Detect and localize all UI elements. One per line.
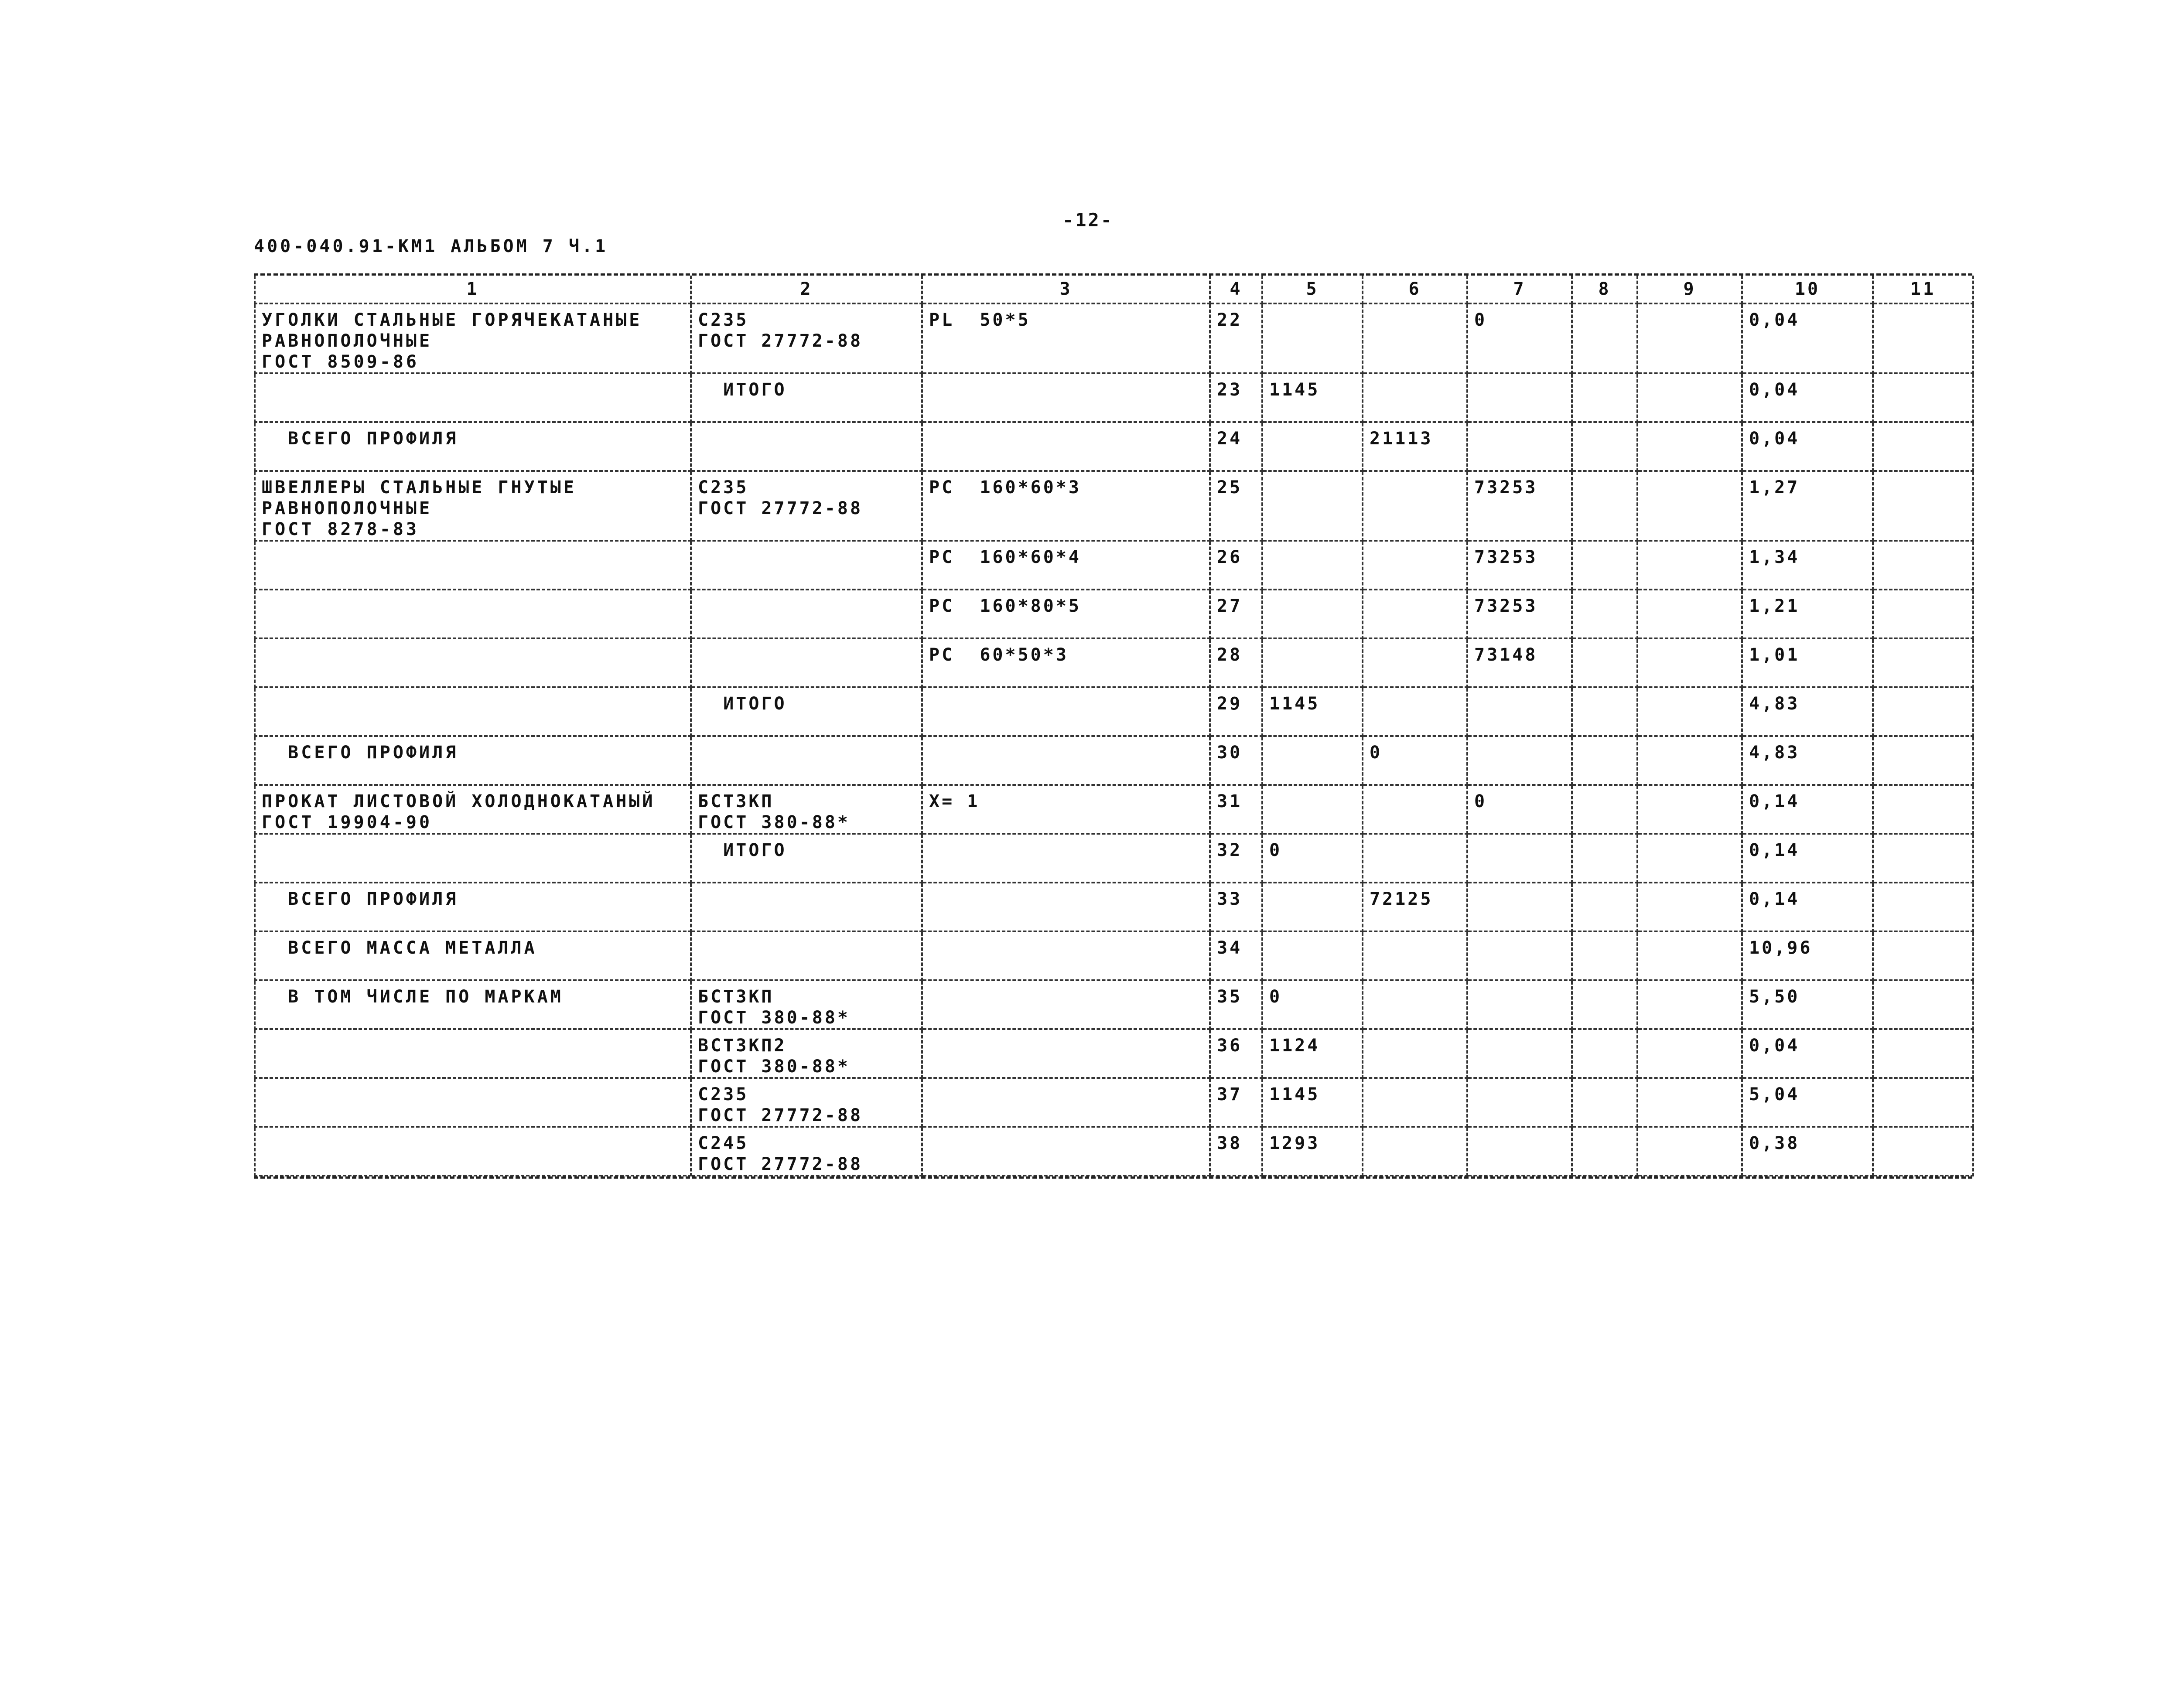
mass-cell: 0,14 (1742, 883, 1873, 931)
value-cell (1873, 785, 1973, 834)
row-number-cell: 38 (1210, 1127, 1262, 1176)
mass-cell: 5,04 (1742, 1078, 1873, 1127)
table-row (255, 834, 1973, 883)
item-name-cell: ПРОКАТ ЛИСТОВОЙ ХОЛОДНОКАТАНЫЙ ГОСТ 19904-90 (255, 785, 691, 834)
code-cell (1363, 590, 1467, 638)
value-cell (1637, 980, 1742, 1029)
value-cell (1873, 736, 1973, 785)
value-cell (1637, 785, 1742, 834)
item-name-cell: ВСЕГО ПРОФИЛЯ (255, 736, 691, 785)
table-row (255, 422, 1973, 471)
steel-grade-cell: ИТОГО (691, 834, 922, 883)
column-header: 8 (1572, 276, 1637, 303)
value-cell (1637, 590, 1742, 638)
item-name-cell: УГОЛКИ СТАЛЬНЫЕ ГОРЯЧЕКАТАНЫЕ РАВНОПОЛОЧНЫЕ ГОСТ 8509-86 (255, 303, 691, 373)
code-cell (1363, 834, 1467, 883)
steel-grade-cell: С235 ГОСТ 27772-88 (691, 1078, 922, 1127)
value-cell (1873, 883, 1973, 931)
item-name-cell: ВСЕГО ПРОФИЛЯ (255, 422, 691, 471)
row-number-cell: 23 (1210, 373, 1262, 422)
row-number-cell: 30 (1210, 736, 1262, 785)
steel-grade-cell: БСТ3КП ГОСТ 380-88* (691, 980, 922, 1029)
steel-specification-table (254, 276, 1974, 1176)
row-number-cell: 28 (1210, 638, 1262, 687)
code-cell: 1145 (1262, 373, 1363, 422)
code-cell: 72125 (1363, 883, 1467, 931)
value-cell (1572, 883, 1637, 931)
value-cell (1637, 541, 1742, 590)
mass-cell: 5,50 (1742, 980, 1873, 1029)
row-number-cell: 29 (1210, 687, 1262, 736)
profile-cell (922, 736, 1210, 785)
row-number-cell: 26 (1210, 541, 1262, 590)
mass-cell: 4,83 (1742, 687, 1873, 736)
steel-grade-cell: БСТ3КП ГОСТ 380-88* (691, 785, 922, 834)
mass-cell: 0,04 (1742, 422, 1873, 471)
value-cell (1572, 1078, 1637, 1127)
code-cell (1467, 931, 1572, 980)
profile-cell (922, 373, 1210, 422)
mass-cell: 1,21 (1742, 590, 1873, 638)
code-cell (1467, 1127, 1572, 1176)
code-cell (1262, 883, 1363, 931)
value-cell (1572, 638, 1637, 687)
mass-cell: 0,04 (1742, 373, 1873, 422)
row-number-cell: 24 (1210, 422, 1262, 471)
code-cell: 73148 (1467, 638, 1572, 687)
value-cell (1873, 422, 1973, 471)
value-cell (1873, 1127, 1973, 1176)
table-row (255, 883, 1973, 931)
code-cell (1363, 687, 1467, 736)
item-name-cell (255, 834, 691, 883)
table-row (255, 471, 1973, 541)
table-row (255, 785, 1973, 834)
item-name-cell: ШВЕЛЛЕРЫ СТАЛЬНЫЕ ГНУТЫЕ РАВНОПОЛОЧНЫЕ ГОСТ 8278-83 (255, 471, 691, 541)
code-cell (1262, 590, 1363, 638)
value-cell (1572, 785, 1637, 834)
value-cell (1572, 590, 1637, 638)
profile-cell: PC 60*50*3 (922, 638, 1210, 687)
column-header: 10 (1742, 276, 1873, 303)
value-cell (1637, 303, 1742, 373)
profile-cell (922, 883, 1210, 931)
steel-grade-cell: С245 ГОСТ 27772-88 (691, 1127, 922, 1176)
code-cell (1262, 785, 1363, 834)
table-body (255, 303, 1973, 1176)
code-cell (1262, 736, 1363, 785)
code-cell (1363, 1029, 1467, 1078)
value-cell (1637, 1078, 1742, 1127)
profile-cell (922, 931, 1210, 980)
code-cell: 0 (1262, 834, 1363, 883)
code-cell (1467, 883, 1572, 931)
value-cell (1637, 373, 1742, 422)
steel-grade-cell: С235 ГОСТ 27772-88 (691, 303, 922, 373)
code-cell: 73253 (1467, 590, 1572, 638)
row-number-cell: 33 (1210, 883, 1262, 931)
column-header: 1 (255, 276, 691, 303)
value-cell (1572, 834, 1637, 883)
value-cell (1637, 834, 1742, 883)
value-cell (1637, 638, 1742, 687)
row-number-cell: 25 (1210, 471, 1262, 541)
code-cell: 0 (1262, 980, 1363, 1029)
code-cell (1262, 638, 1363, 687)
code-cell (1467, 1029, 1572, 1078)
steel-grade-cell (691, 931, 922, 980)
profile-cell (922, 834, 1210, 883)
steel-grade-cell (691, 736, 922, 785)
profile-cell (922, 1127, 1210, 1176)
item-name-cell (255, 1078, 691, 1127)
value-cell (1873, 1029, 1973, 1078)
code-cell: 1145 (1262, 687, 1363, 736)
steel-grade-cell: ИТОГО (691, 687, 922, 736)
column-header: 9 (1637, 276, 1742, 303)
table-row (255, 1078, 1973, 1127)
code-cell (1467, 373, 1572, 422)
code-cell (1363, 303, 1467, 373)
mass-cell: 1,27 (1742, 471, 1873, 541)
code-cell: 0 (1363, 736, 1467, 785)
mass-cell: 0,04 (1742, 303, 1873, 373)
row-number-cell: 27 (1210, 590, 1262, 638)
code-cell (1363, 1078, 1467, 1127)
profile-cell: PC 160*80*5 (922, 590, 1210, 638)
row-number-cell: 37 (1210, 1078, 1262, 1127)
value-cell (1572, 980, 1637, 1029)
mass-cell: 4,83 (1742, 736, 1873, 785)
code-cell (1262, 303, 1363, 373)
value-cell (1572, 303, 1637, 373)
code-cell: 21113 (1363, 422, 1467, 471)
code-cell (1262, 471, 1363, 541)
code-cell (1363, 785, 1467, 834)
specification-sheet (254, 273, 1972, 1179)
value-cell (1873, 1078, 1973, 1127)
mass-cell: 0,04 (1742, 1029, 1873, 1078)
value-cell (1873, 834, 1973, 883)
profile-cell: PC 160*60*3 (922, 471, 1210, 541)
table-row (255, 980, 1973, 1029)
row-number-cell: 32 (1210, 834, 1262, 883)
code-cell (1467, 980, 1572, 1029)
steel-grade-cell (691, 422, 922, 471)
item-name-cell: ВСЕГО ПРОФИЛЯ (255, 883, 691, 931)
code-cell (1262, 931, 1363, 980)
value-cell (1572, 373, 1637, 422)
code-cell (1363, 931, 1467, 980)
column-header: 6 (1363, 276, 1467, 303)
code-cell (1363, 373, 1467, 422)
row-number-cell: 31 (1210, 785, 1262, 834)
item-name-cell: ВСЕГО МАССА МЕТАЛЛА (255, 931, 691, 980)
code-cell (1262, 422, 1363, 471)
steel-grade-cell (691, 883, 922, 931)
profile-cell (922, 687, 1210, 736)
mass-cell: 1,34 (1742, 541, 1873, 590)
value-cell (1637, 736, 1742, 785)
column-header: 11 (1873, 276, 1973, 303)
code-cell (1467, 834, 1572, 883)
item-name-cell (255, 590, 691, 638)
profile-cell: X= 1 (922, 785, 1210, 834)
value-cell (1873, 687, 1973, 736)
code-cell (1467, 687, 1572, 736)
value-cell (1873, 980, 1973, 1029)
page-number: -12- (1062, 209, 1114, 231)
code-cell (1467, 1078, 1572, 1127)
column-header: 4 (1210, 276, 1262, 303)
value-cell (1873, 471, 1973, 541)
value-cell (1572, 687, 1637, 736)
value-cell (1637, 1029, 1742, 1078)
value-cell (1572, 541, 1637, 590)
code-cell: 1145 (1262, 1078, 1363, 1127)
item-name-cell (255, 1127, 691, 1176)
code-cell (1363, 471, 1467, 541)
code-cell (1467, 736, 1572, 785)
mass-cell: 0,14 (1742, 785, 1873, 834)
value-cell (1637, 422, 1742, 471)
value-cell (1637, 931, 1742, 980)
profile-cell (922, 980, 1210, 1029)
item-name-cell (255, 541, 691, 590)
column-header: 3 (922, 276, 1210, 303)
code-cell: 1293 (1262, 1127, 1363, 1176)
value-cell (1637, 687, 1742, 736)
item-name-cell (255, 687, 691, 736)
table-row (255, 1029, 1973, 1078)
code-cell (1363, 541, 1467, 590)
value-cell (1572, 931, 1637, 980)
item-name-cell: В ТОМ ЧИСЛЕ ПО МАРКАМ (255, 980, 691, 1029)
steel-grade-cell (691, 590, 922, 638)
value-cell (1873, 303, 1973, 373)
value-cell (1873, 590, 1973, 638)
code-cell (1363, 638, 1467, 687)
mass-cell: 0,14 (1742, 834, 1873, 883)
code-cell: 1124 (1262, 1029, 1363, 1078)
value-cell (1572, 471, 1637, 541)
value-cell (1637, 883, 1742, 931)
item-name-cell (255, 638, 691, 687)
code-cell (1467, 422, 1572, 471)
profile-cell: PL 50*5 (922, 303, 1210, 373)
document-id: 400-040.91-КМ1 АЛЬБОМ 7 Ч.1 (254, 236, 608, 256)
value-cell (1637, 1127, 1742, 1176)
steel-grade-cell (691, 638, 922, 687)
value-cell (1572, 736, 1637, 785)
table-row (255, 541, 1973, 590)
value-cell (1873, 373, 1973, 422)
table-row (255, 590, 1973, 638)
value-cell (1572, 422, 1637, 471)
code-cell: 0 (1467, 303, 1572, 373)
table-row (255, 638, 1973, 687)
profile-cell (922, 1078, 1210, 1127)
row-number-cell: 36 (1210, 1029, 1262, 1078)
row-number-cell: 34 (1210, 931, 1262, 980)
value-cell (1873, 931, 1973, 980)
profile-cell: PC 160*60*4 (922, 541, 1210, 590)
mass-cell: 1,01 (1742, 638, 1873, 687)
code-cell (1262, 541, 1363, 590)
value-cell (1572, 1127, 1637, 1176)
column-header: 2 (691, 276, 922, 303)
code-cell: 73253 (1467, 541, 1572, 590)
code-cell: 73253 (1467, 471, 1572, 541)
steel-grade-cell: С235 ГОСТ 27772-88 (691, 471, 922, 541)
steel-grade-cell (691, 541, 922, 590)
table-row (255, 931, 1973, 980)
item-name-cell (255, 373, 691, 422)
table-row (255, 687, 1973, 736)
steel-grade-cell: ВСТ3КП2 ГОСТ 380-88* (691, 1029, 922, 1078)
profile-cell (922, 422, 1210, 471)
column-header-row (255, 276, 1973, 303)
code-cell: 0 (1467, 785, 1572, 834)
steel-grade-cell: ИТОГО (691, 373, 922, 422)
column-header: 7 (1467, 276, 1572, 303)
mass-cell: 10,96 (1742, 931, 1873, 980)
code-cell (1363, 980, 1467, 1029)
value-cell (1637, 471, 1742, 541)
code-cell (1363, 1127, 1467, 1176)
table-row (255, 373, 1973, 422)
value-cell (1873, 638, 1973, 687)
row-number-cell: 22 (1210, 303, 1262, 373)
item-name-cell (255, 1029, 691, 1078)
profile-cell (922, 1029, 1210, 1078)
row-number-cell: 35 (1210, 980, 1262, 1029)
table-row (255, 736, 1973, 785)
value-cell (1873, 541, 1973, 590)
table-row (255, 303, 1973, 373)
value-cell (1572, 1029, 1637, 1078)
table-row (255, 1127, 1973, 1176)
mass-cell: 0,38 (1742, 1127, 1873, 1176)
column-header: 5 (1262, 276, 1363, 303)
